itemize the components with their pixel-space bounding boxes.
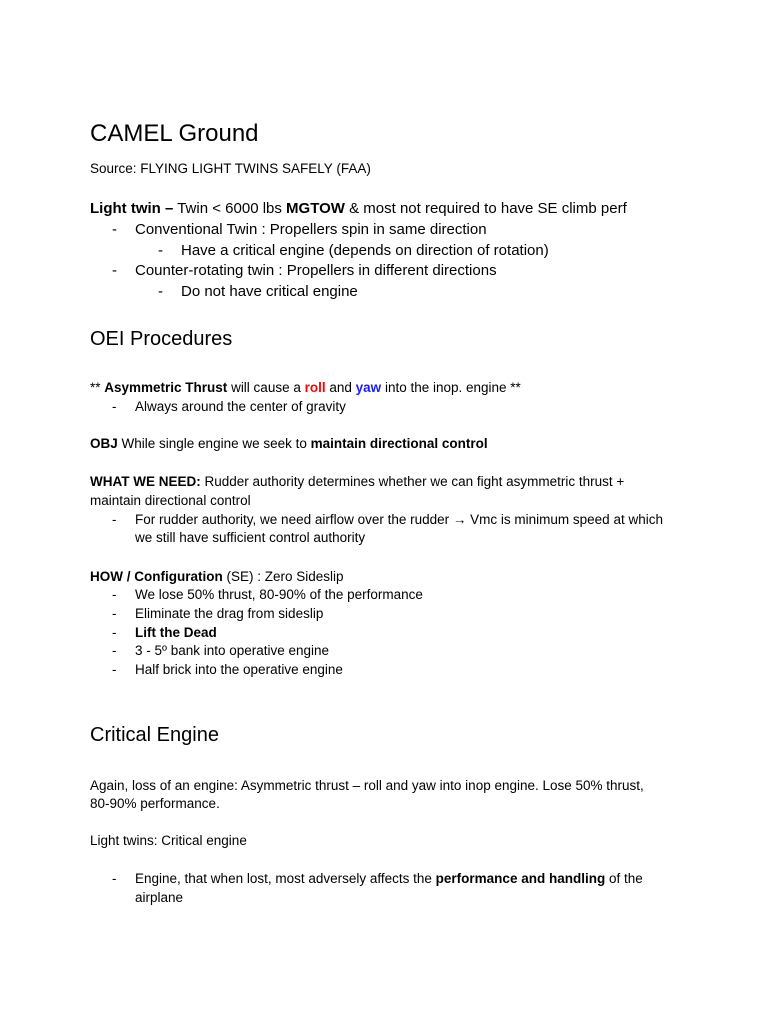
obj-text: While single engine we seek to [117, 436, 311, 451]
asym-suffix: into the inop. engine ** [381, 380, 521, 395]
list-item: Always around the center of gravity [135, 399, 346, 414]
list-item-continuation: we still have sufficient control authority [135, 530, 366, 545]
and-word: and [325, 380, 356, 395]
need-line-2: maintain directional control [90, 493, 251, 508]
bullet-dash: - [112, 606, 117, 621]
list-item: Half brick into the operative engine [135, 662, 343, 677]
list-item [135, 870, 643, 888]
section-heading-critical: Critical Engine [90, 724, 219, 746]
light-twin-line [90, 200, 627, 218]
asym-mid: will cause a [227, 380, 305, 395]
yaw-word: yaw [355, 380, 382, 395]
obj-line [90, 435, 488, 453]
light-twin-text-2: & most not required to have SE climb perf [344, 200, 627, 217]
critical-para-line-1: Again, loss of an engine: Asymmetric thrust – roll and yaw into inop engine. Lose 50% thrust, [90, 778, 644, 793]
need-label: WHAT WE NEED: [90, 474, 201, 489]
light-twin-label: Light twin – [90, 200, 174, 217]
critical-item-bold: performance and handling [435, 871, 606, 886]
how-line [90, 568, 344, 586]
bullet-dash: - [112, 512, 117, 527]
section-heading-oei: OEI Procedures [90, 328, 233, 350]
bullet-dash: - [112, 262, 117, 279]
list-item: Eliminate the drag from sideslip [135, 606, 324, 621]
how-label: HOW / Configuration [90, 569, 223, 584]
need-text: Rudder authority determines whether we can fight asymmetric thrust + [200, 474, 625, 489]
roll-word: roll [304, 380, 326, 395]
list-item: Have a critical engine (depends on direction of rotation) [181, 242, 549, 259]
bullet-dash: - [158, 242, 163, 259]
bullet-dash: - [112, 662, 117, 677]
light-twin-text: Twin < 6000 lbs [173, 200, 287, 217]
list-item: Do not have critical engine [181, 283, 358, 300]
list-item-continuation: airplane [135, 890, 184, 905]
list-item: Conventional Twin : Propellers spin in same direction [135, 221, 487, 238]
bullet-dash: - [112, 643, 117, 658]
list-item: 3 - 5º bank into operative engine [135, 643, 330, 658]
bullet-dash: - [112, 399, 117, 414]
bullet-dash: - [112, 221, 117, 238]
list-item: We lose 50% thrust, 80-90% of the performance [135, 587, 423, 602]
critical-item-text-2: of the [605, 871, 643, 886]
light-twins-line: Light twins: Critical engine [90, 833, 247, 848]
bullet-dash: - [158, 283, 163, 300]
need-line-1 [90, 473, 624, 491]
list-item: For rudder authority, we need airflow over the rudder → Vmc is minimum speed at which [135, 512, 663, 527]
asymmetric-thrust-line [90, 379, 521, 397]
page-title: CAMEL Ground [90, 120, 259, 147]
bullet-dash: - [112, 871, 117, 886]
bullet-dash: - [112, 587, 117, 602]
how-text: (SE) : Zero Sideslip [222, 569, 344, 584]
critical-item-text: Engine, that when lost, most adversely affects the [135, 871, 436, 886]
asym-prefix: ** [90, 380, 105, 395]
list-item: Counter-rotating twin : Propellers in different directions [135, 262, 497, 279]
bullet-dash: - [112, 625, 117, 640]
obj-label: OBJ [90, 436, 118, 451]
list-item: Lift the Dead [135, 625, 217, 640]
critical-para-line-2: 80-90% performance. [90, 796, 220, 811]
asym-bold: Asymmetric Thrust [104, 380, 228, 395]
mgtow-label: MGTOW [286, 200, 345, 217]
obj-bold: maintain directional control [310, 436, 488, 451]
source-line: Source: FLYING LIGHT TWINS SAFELY (FAA) [90, 161, 371, 176]
